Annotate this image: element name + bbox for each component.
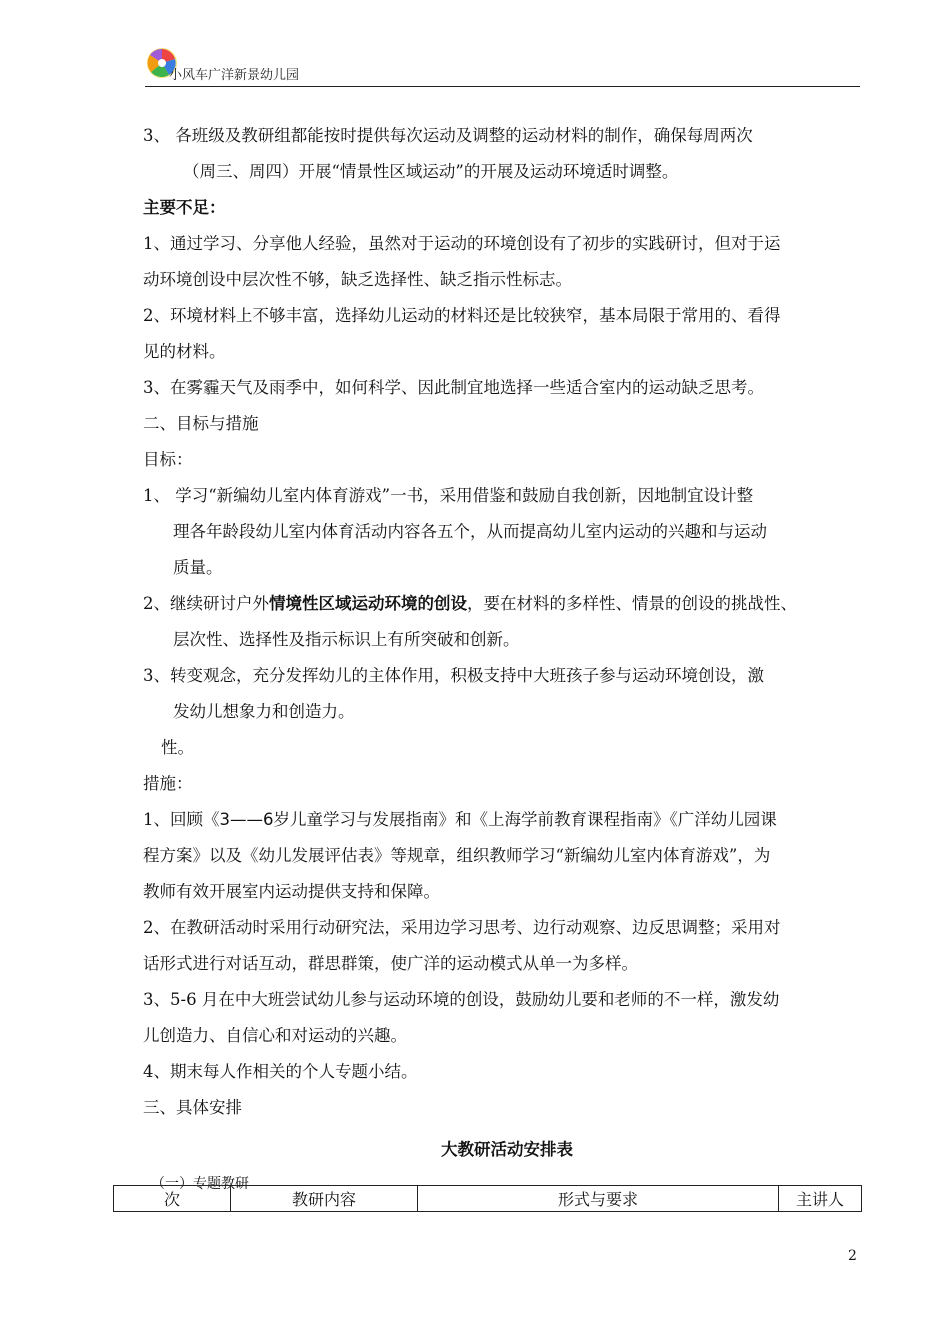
page-header [145,40,860,87]
table-header-row [114,1186,862,1212]
paragraph-line: 程方案》以及《幼儿发展评估表》等规章，组织教师学习“新编幼儿室内体育游戏”，为 [143,846,771,865]
paragraph-line: 动环境创设中层次性不够，缺乏选择性、缺乏指示性标志。 [143,270,572,289]
text-run: ，要在材料的多样性、情景的创设的挑战性、 [467,594,797,613]
text-run: 岁儿童学习与发展指南》和《上海学前教育课程指南》《广洋幼儿园课 [273,810,777,829]
paragraph-line: 3、转变观念，充分发挥幼儿的主体作用，积极支持中大班孩子参与运动环境创设，激 [143,666,764,685]
table-title: 大教研活动安排表 [441,1140,573,1159]
text-run: 3——6 [219,810,274,829]
paragraph-line: （周三、周四）开展“情景性区域运动”的开展及运动环境适时调整。 [183,162,679,181]
paragraph-line: 发幼儿想象力和创造力。 [173,702,355,721]
emphasis-text: 情境性区域运动环境的创设 [269,594,467,613]
paragraph-line: 1、 学习“新编幼儿室内体育游戏”一书，采用借鉴和鼓励自我创新，因地制宜设计整 [143,486,754,505]
paragraph-line: 儿创造力、自信心和对运动的兴趣。 [143,1026,407,1045]
kindergarten-name: 小风车广洋新景幼儿园 [169,68,300,83]
section-heading: 二、目标与措施 [143,414,259,433]
paragraph-line: 2、环境材料上不够丰富，选择幼儿运动的材料还是比较狭窄，基本局限于常用的、看得 [143,306,781,325]
schedule-table [113,1185,862,1212]
text-run: 2、继续研讨户外 [143,594,269,613]
shortcomings-heading: 主要不足： [143,198,226,217]
paragraph-line: 质量。 [173,558,223,577]
document-body [143,118,871,1198]
paragraph-line: 教师有效开展室内运动提供支持和保障。 [143,882,440,901]
goals-heading: 目标： [143,450,193,469]
paragraph-line [143,802,871,838]
paragraph-line: 3、 各班级及教研组都能按时提供每次运动及调整的运动材料的制作，确保每周两次 [143,126,753,145]
paragraph-line: 4、期末每人作相关的个人专题小结。 [143,1062,418,1081]
text-run: 1、回顾《 [143,810,220,829]
paragraph-line: 话形式进行对话互动，群思群策，使广洋的运动模式从单一为多样。 [143,954,638,973]
header-cell-format: 形式与要求 [418,1186,779,1212]
page-number: 2 [848,1248,857,1264]
paragraph-line: 1、通过学习、分享他人经验，虽然对于运动的环境创设有了初步的实践研讨，但对于运 [143,234,781,253]
section-heading: 三、具体安排 [143,1098,242,1117]
header-cell-number: 次 [114,1186,231,1212]
paragraph-line: 理各年龄段幼儿室内体育活动内容各五个，从而提高幼儿室内运动的兴趣和与运动 [173,522,767,541]
paragraph-line: 见的材料。 [143,342,226,361]
header-cell-content: 教研内容 [231,1186,418,1212]
paragraph-line: 2、在教研活动时采用行动研究法，采用边学习思考、边行动观察、边反思调整；采用对 [143,918,781,937]
measures-heading: 措施： [143,774,193,793]
paragraph-line: 3、5-6 月在中大班尝试幼儿参与运动环境的创设，鼓励幼儿要和老师的不一样，激发幼 [143,990,780,1009]
paragraph-line: 层次性、选择性及指示标识上有所突破和创新。 [173,630,520,649]
header-cell-speaker: 主讲人 [779,1186,862,1212]
paragraph-line: 3、在雾霾天气及雨季中，如何科学、因此制宜地选择一些适合室内的运动缺乏思考。 [143,378,764,397]
table-subtitle: （一）专题教研 [151,1176,249,1192]
paragraph-line: 性。 [161,738,194,757]
paragraph-line [143,586,871,622]
